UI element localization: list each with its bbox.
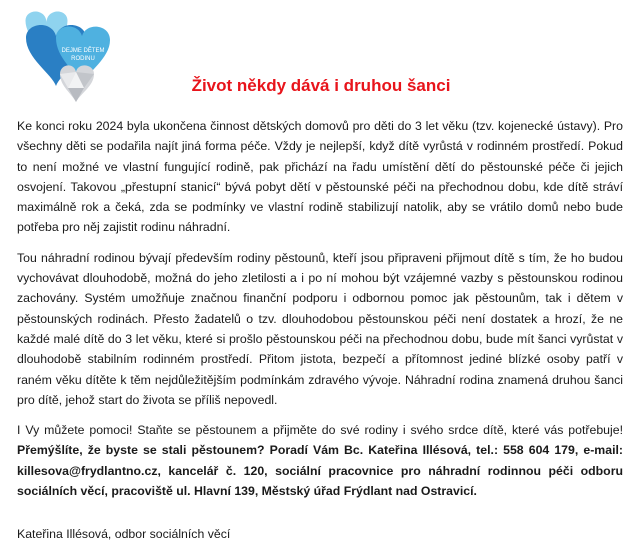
signature: Kateřina Illésová, odbor sociálních věcí	[17, 527, 231, 541]
call-to-action-text: I Vy můžete pomoci! Staňte se pěstounem a přijměte do své rodiny i svého srdce dítě, které vás potřebuje!	[17, 423, 623, 438]
article-body	[17, 116, 623, 517]
logo-text-line1: DEJME DĚTEM	[61, 48, 105, 54]
page-title: Život někdy dává i druhou šanci	[191, 76, 451, 95]
paragraph-intro: Ke konci roku 2024 byla ukončena činnost dětských domovů pro děti do 3 let věku (tzv. kojenecké ústavy). Pro všechny děti se podařila najít jiná forma péče. Vždy je nejlepší, když dítě vyrůstá v rodinném prostředí. Pokud to není možné ve vlastní fungující rodině, pak přichází na řadu umístění dětí do pěstounské péče či jejich osvojení. Takovou „přestupní stanicí“ bývá pobyt dětí v pěstounské péči na přechodnou dobu, kde dítě stráví maximálně rok a čeká, zda se podmínky ve vlastní rodině stabilizují natolik, aby se vrátilo domů nebo bude potřeba pro něj zajistit rodinu náhradní.	[17, 119, 623, 235]
logo-text-line2: RODINU	[71, 56, 95, 62]
contact-details: Přemýšlíte, že byste se stali pěstounem? Poradí Vám Bc. Kateřina Illésová, tel.: 558 604 179, e-mail: killesova@frydlantno.cz, kancelář č. 120, sociální pracovnice pro náhradní rodinnou péči odboru sociálních věcí, pracoviště ul. Hlavní 139, Městský úřad Frýdlant nad Ostravicí.	[17, 443, 623, 499]
paragraph-call-to-action	[17, 420, 623, 501]
paragraph-foster-families: Tou náhradní rodinou bývají především rodiny pěstounů, kteří jsou připraveni přijmout dítě s tím, že ho budou vychovávat dlouhodobě, možná do jeho zletilosti a i po ní mohou být vzájemné vazby s pěstounskou rodinou zachovány. Systém umožňuje značnou finanční podporu i odbornou pomoc jak pěstounům, tak i dětem v pěstounských rodinách. Přesto žadatelů o tzv. dlouhodobou pěstounskou péči není dostatek a hrozí, že ne každé malé dítě do 3 let věku, které si prošlo pěstounskou péči na přechodnou dobu, bude mít šanci vyrůstat v dlouhodobě stabilním rodinném prostředí. Přitom jistota, bezpečí a přítomnost jediné blízké osoby patří v raném věku dítěte k těm nejdůležitějším podmínkám zdravého vývoje. Náhradní rodina znamená druhou šanci pro dítě, jehož start do života se příliš nepovedl.	[17, 250, 623, 407]
